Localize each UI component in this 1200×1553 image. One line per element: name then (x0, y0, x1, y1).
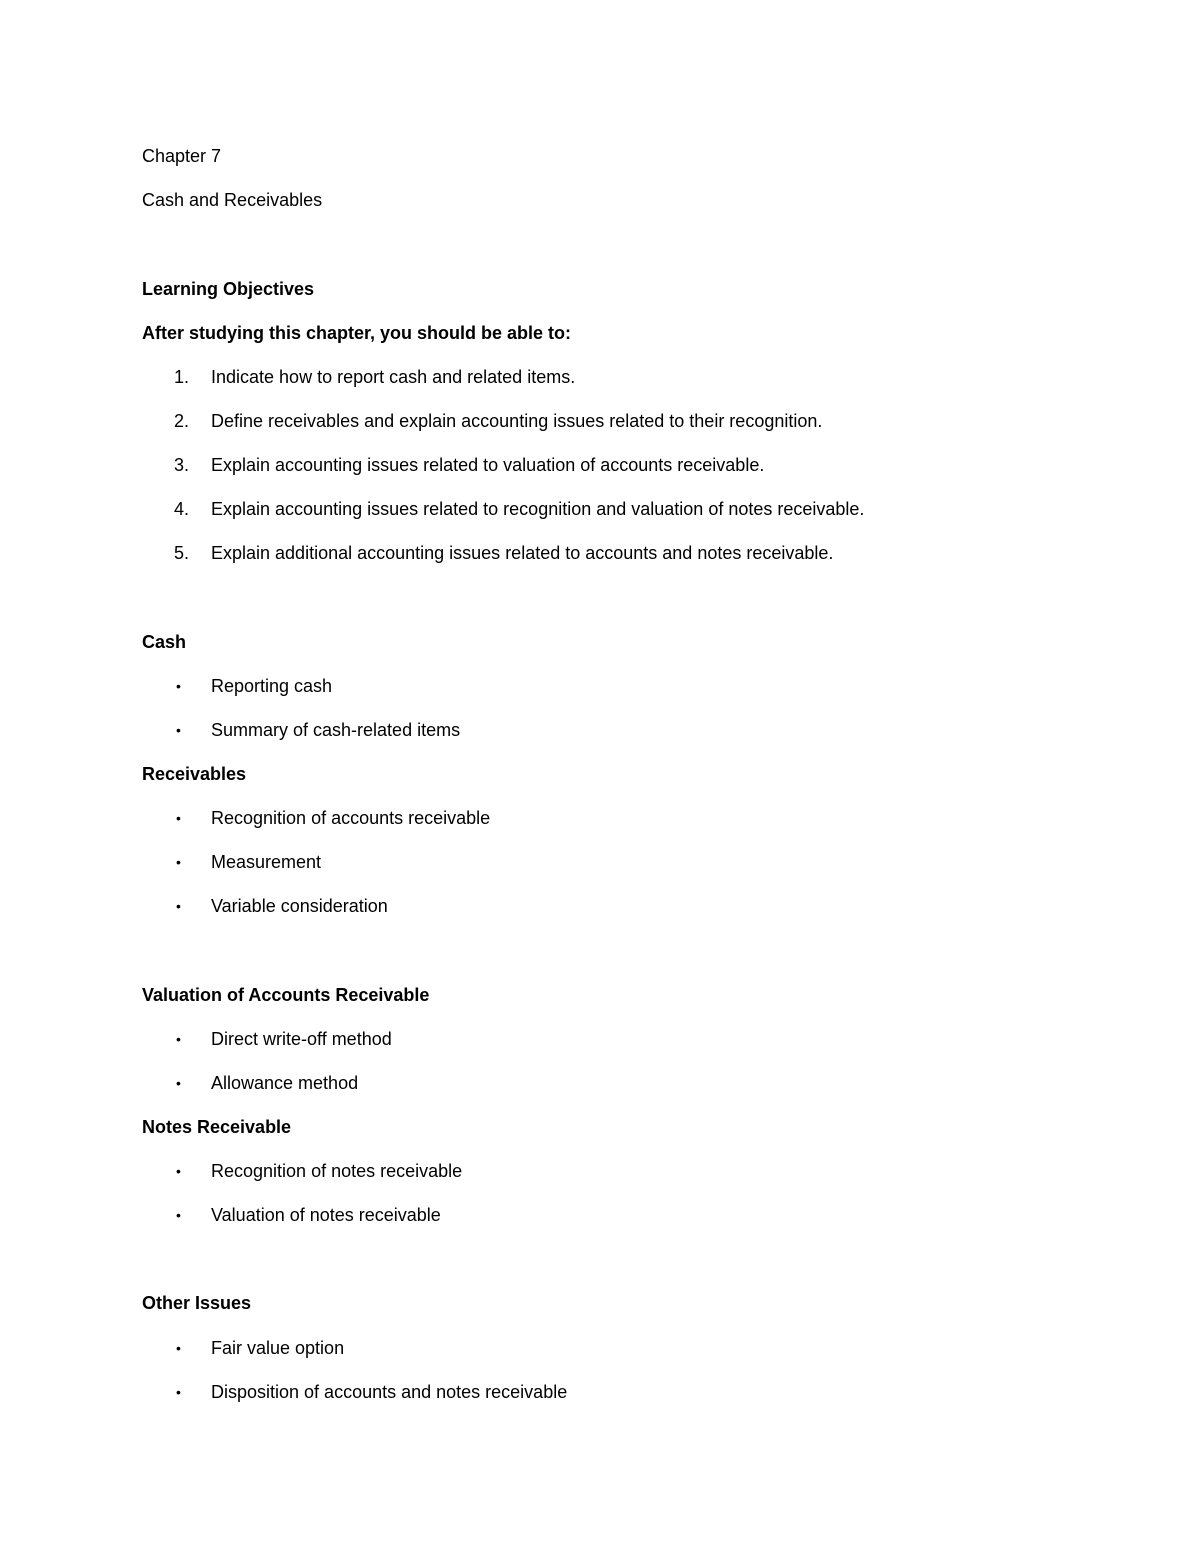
objective-number: 5. (174, 543, 190, 563)
section-heading-other-issues: Other Issues (142, 1293, 252, 1313)
bullet-glyph: • (176, 1075, 181, 1091)
bullet-glyph: • (176, 678, 181, 694)
bullet-item: Allowance method (211, 1073, 359, 1093)
objective-item: Explain accounting issues related to recognition and valuation of notes receivable. (211, 499, 865, 519)
section-heading-valuation: Valuation of Accounts Receivable (142, 985, 430, 1005)
objective-item: Explain accounting issues related to valuation of accounts receivable. (211, 455, 765, 475)
bullet-item: Recognition of accounts receivable (211, 808, 491, 828)
bullet-glyph: • (176, 1384, 181, 1400)
learning-objectives-heading: Learning Objectives (142, 279, 315, 299)
chapter-label: Chapter 7 (142, 146, 222, 166)
bullet-item: Measurement (211, 852, 322, 872)
bullet-glyph: • (176, 1340, 181, 1356)
bullet-item: Direct write-off method (211, 1029, 392, 1049)
bullet-glyph: • (176, 1207, 181, 1223)
bullet-item: Disposition of accounts and notes receivable (211, 1382, 568, 1402)
bullet-glyph: • (176, 898, 181, 914)
bullet-item: Recognition of notes receivable (211, 1161, 463, 1181)
section-heading-notes-receivable: Notes Receivable (142, 1117, 292, 1137)
bullet-item: Variable consideration (211, 896, 388, 916)
objective-number: 4. (174, 499, 190, 519)
objective-number: 3. (174, 455, 190, 475)
objective-number: 2. (174, 411, 190, 431)
bullet-item: Summary of cash-related items (211, 720, 461, 740)
bullet-item: Reporting cash (211, 676, 333, 696)
section-heading-receivables: Receivables (142, 764, 247, 784)
objectives-intro: After studying this chapter, you should be able to: (142, 323, 572, 343)
bullet-glyph: • (176, 810, 181, 826)
bullet-glyph: • (176, 722, 181, 738)
bullet-item: Valuation of notes receivable (211, 1205, 441, 1225)
bullet-glyph: • (176, 854, 181, 870)
section-heading-cash: Cash (142, 632, 187, 652)
objective-number: 1. (174, 367, 190, 387)
bullet-glyph: • (176, 1031, 181, 1047)
objective-item: Explain additional accounting issues related to accounts and notes receivable. (211, 543, 834, 563)
objective-item: Indicate how to report cash and related items. (211, 367, 576, 387)
objective-item: Define receivables and explain accounting issues related to their recognition. (211, 411, 823, 431)
chapter-title: Cash and Receivables (142, 190, 323, 210)
bullet-item: Fair value option (211, 1338, 345, 1358)
bullet-glyph: • (176, 1163, 181, 1179)
